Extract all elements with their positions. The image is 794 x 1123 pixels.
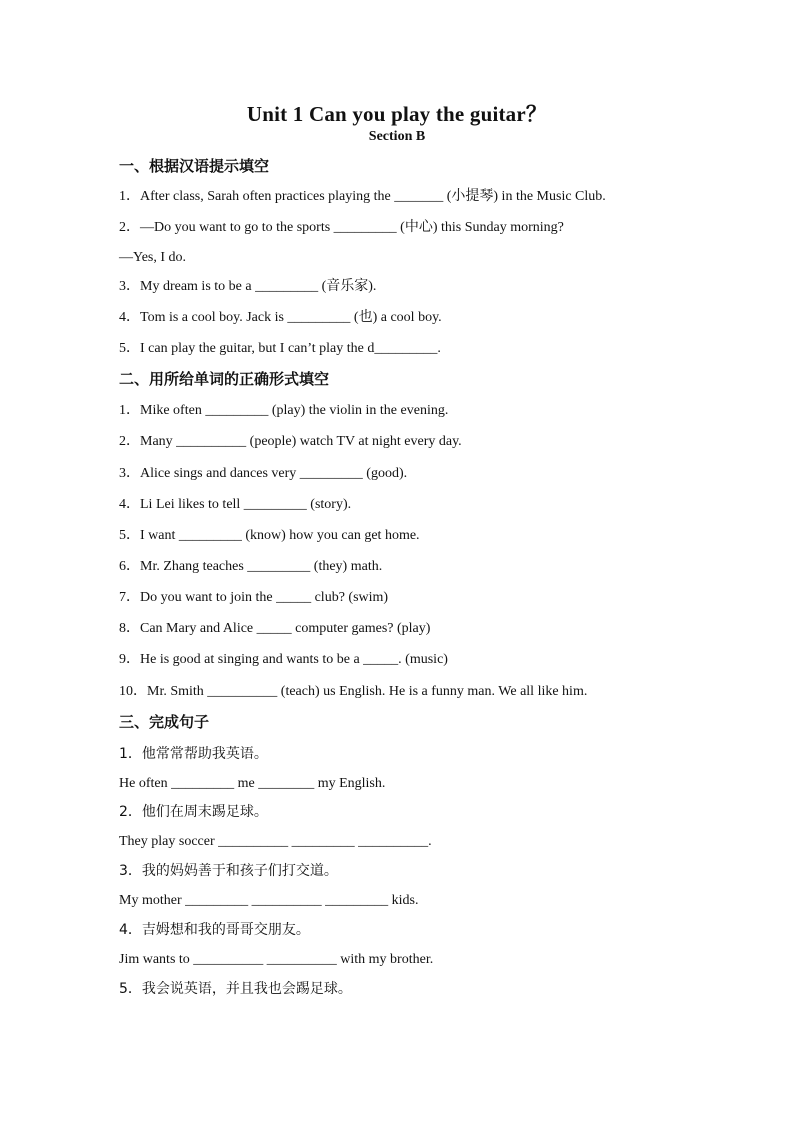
section-1-item-2: 2．—Do you want to go to the sports _________ (中心) this Sunday morning? <box>119 220 564 235</box>
section-3-item-3-sentence: My mother _________ __________ _________ kids. <box>119 893 419 908</box>
section-1-item-5: 5．I can play the guitar, but I can’t play the d_________. <box>119 341 441 356</box>
section-3-item-4-prompt: 4．吉姆想和我的哥哥交朋友。 <box>119 922 310 938</box>
section-3-item-4-sentence: Jim wants to __________ __________ with my brother. <box>119 952 434 967</box>
page-title: Unit 1 Can you play the guitar？ <box>246 102 548 126</box>
section-2-item-4: 4．Li Lei likes to tell _________ (story). <box>119 497 352 512</box>
section-2-item-8: 8．Can Mary and Alice _____ computer games? (play) <box>119 621 431 636</box>
section-3-item-2-prompt: 2．他们在周末踢足球。 <box>119 804 268 820</box>
section-1-item-2-answer: —Yes, I do. <box>119 250 187 265</box>
section-1-item-3: 3．My dream is to be a _________ (音乐家). <box>119 279 377 294</box>
section-3-item-1-sentence: He often _________ me ________ my English. <box>119 776 386 791</box>
section-2-item-5: 5．I want _________ (know) how you can get home. <box>119 528 420 543</box>
section-1-item-4: 4．Tom is a cool boy. Jack is _________ (也) a cool boy. <box>119 310 442 325</box>
section-2-item-1: 1．Mike often _________ (play) the violin in the evening. <box>119 403 449 418</box>
section-2-item-2: 2．Many __________ (people) watch TV at night every day. <box>119 434 462 449</box>
section-2-heading: 二、用所给单词的正确形式填空 <box>119 370 330 388</box>
section-2-item-6: 6．Mr. Zhang teaches _________ (they) math. <box>119 559 383 574</box>
section-2-item-10: 10．Mr. Smith __________ (teach) us English. He is a funny man. We all like him. <box>119 684 588 699</box>
section-3-heading: 三、完成句子 <box>119 713 210 731</box>
section-3-item-5-prompt: 5．我会说英语，并且我也会踢足球。 <box>119 981 352 997</box>
section-3-item-3-prompt: 3．我的妈妈善于和孩子们打交道。 <box>119 863 338 879</box>
section-2-item-9: 9．He is good at singing and wants to be a _____. (music) <box>119 652 448 667</box>
page-subtitle: Section B <box>368 129 426 144</box>
section-2-item-3: 3．Alice sings and dances very _________ (good). <box>119 466 408 481</box>
section-2-item-7: 7．Do you want to join the _____ club? (swim) <box>119 590 389 605</box>
section-3-item-2-sentence: They play soccer __________ _________ __________. <box>119 834 432 849</box>
section-1-heading: 一、根据汉语提示填空 <box>119 157 270 175</box>
section-3-item-1-prompt: 1．他常常帮助我英语。 <box>119 746 268 762</box>
section-1-item-1: 1．After class, Sarah often practices playing the _______ (小提琴) in the Music Club. <box>119 189 606 204</box>
